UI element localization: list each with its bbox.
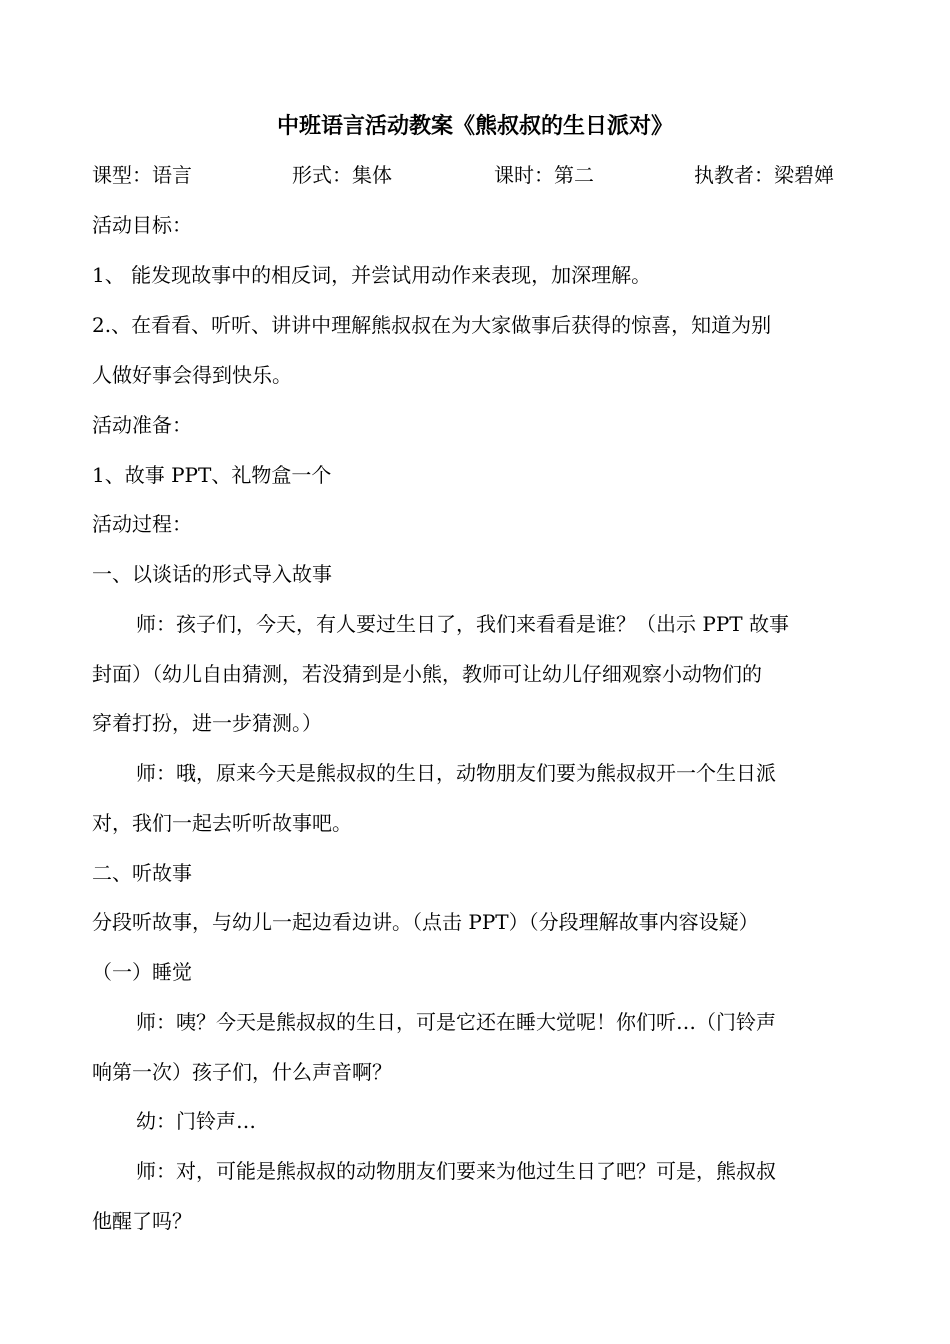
section-heading-preparation: 活动准备：	[92, 413, 192, 437]
step-heading-1: 一、以谈话的形式导入故事	[92, 562, 332, 586]
goal-item-2: 2.、在看看、听听、讲讲中理解熊叔叔在为大家做事后获得的惊喜，知道为别	[92, 313, 772, 337]
paragraph-line: 封面）（幼儿自由猜测，若没猜到是小熊，教师可让幼儿仔细观察小动物们的	[92, 662, 762, 686]
paragraph-line: 师：哦，原来今天是熊叔叔的生日，动物朋友们要为熊叔叔开一个生日派	[136, 761, 776, 785]
step-heading-2: 二、听故事	[92, 861, 192, 885]
paragraph-line: 幼：门铃声…	[136, 1109, 256, 1133]
section-heading-goals: 活动目标：	[92, 213, 192, 237]
paragraph-line: 分段听故事，与幼儿一起边看边讲。（点击 PPT）（分段理解故事内容设疑）	[92, 910, 759, 934]
paragraph-line: 师：对，可能是熊叔叔的动物朋友们要来为他过生日了吧？可是，熊叔叔	[136, 1159, 776, 1183]
lesson-type: 课型：语言	[92, 163, 192, 187]
goal-item-1: 1、 能发现故事中的相反词，并尝试用动作来表现，加深理解。	[92, 263, 652, 287]
paragraph-line: 他醒了吗？	[92, 1209, 192, 1233]
subsection-heading-sleep: （一）睡觉	[92, 960, 192, 984]
section-heading-process: 活动过程：	[92, 512, 192, 536]
paragraph-line: 师：孩子们，今天，有人要过生日了，我们来看看是谁？（出示 PPT 故事	[136, 612, 789, 636]
lesson-form: 形式：集体	[292, 163, 392, 187]
lesson-period: 课时：第二	[494, 163, 594, 187]
lesson-meta-row	[92, 161, 862, 189]
paragraph-line: 响第一次）孩子们，什么声音啊？	[92, 1060, 392, 1084]
goal-item-2-cont: 人做好事会得到快乐。	[92, 363, 292, 387]
document-title: 中班语言活动教案《熊叔叔的生日派对》	[276, 114, 673, 139]
preparation-item-1: 1、故事 PPT、礼物盒一个	[92, 463, 332, 487]
paragraph-line: 穿着打扮，进一步猜测。）	[92, 711, 322, 735]
paragraph-line: 师：咦？今天是熊叔叔的生日，可是它还在睡大觉呢！你们听…（门铃声	[136, 1010, 776, 1034]
paragraph-line: 对，我们一起去听听故事吧。	[92, 811, 352, 835]
lesson-teacher: 执教者：梁碧婵	[694, 163, 834, 187]
